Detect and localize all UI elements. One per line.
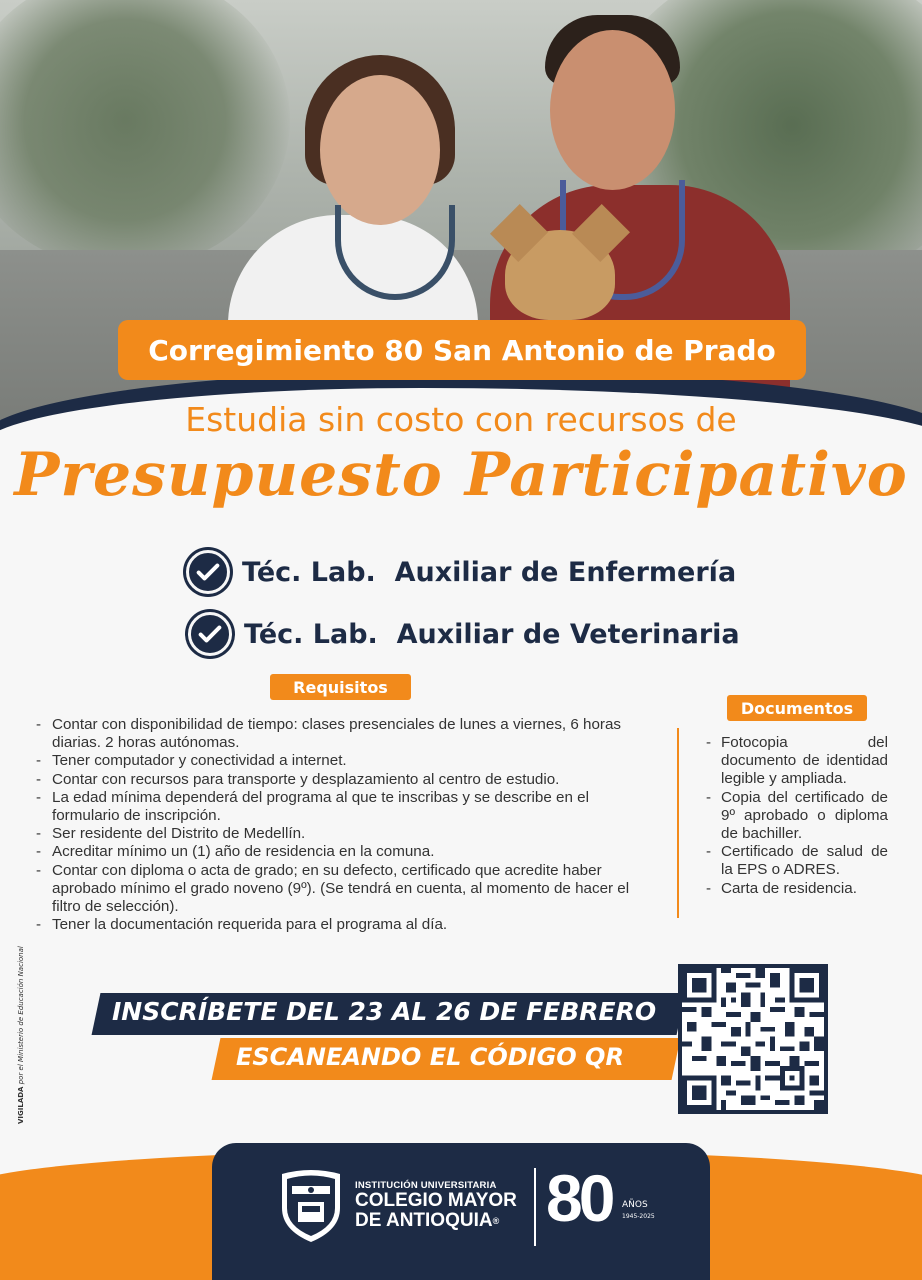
vigilada-text: por el Ministerio de Educación Nacional [17, 946, 25, 1085]
institution-name [355, 1180, 517, 1231]
program-veterinaria [188, 612, 740, 656]
list-item: - Tener la documentación requerida para el programa al día. [34, 916, 654, 934]
list-item: - La edad mínima dependerá del programa al que te inscribas y se describe en el formulario de inscripción. [34, 789, 654, 825]
list-item: - Copia del certificado de 9º aprobado o diploma de bachiller. [704, 789, 888, 844]
program-label: Téc. Lab. Auxiliar de Enfermería [242, 556, 737, 588]
vigilada-mark [6, 935, 32, 1135]
list-item: - Certificado de salud de la EPS o ADRES. [704, 843, 888, 879]
check-circle-icon [186, 550, 230, 594]
headline: Estudia sin costo con recursos de [185, 400, 737, 439]
list-item: - Contar con disponibilidad de tiempo: clases presenciales de lunes a viernes, 6 horas diarias. 2 horas autónomas. [34, 716, 654, 752]
program-label: Téc. Lab. Auxiliar de Veterinaria [244, 618, 740, 650]
man-face [550, 30, 675, 190]
list-item: - Ser residente del Distrito de Medellín. [34, 825, 654, 843]
documents-title: Documentos [727, 695, 867, 721]
institution-line1: INSTITUCIÓN UNIVERSITARIA [355, 1180, 497, 1191]
cta-dates: INSCRÍBETE DEL 23 AL 26 DE FEBRERO [112, 997, 657, 1026]
anniversary-number: 80 [546, 1161, 612, 1235]
documents-list [704, 734, 888, 898]
anniversary-years: 1945-2025 [622, 1213, 655, 1220]
list-item: - Acreditar mínimo un (1) año de residencia en la comuna. [34, 843, 654, 861]
check-circle-icon [188, 612, 232, 656]
divider [677, 728, 679, 918]
headline-script: Presupuesto Participativo [14, 440, 908, 510]
location-banner [118, 320, 806, 380]
footer-divider [534, 1168, 536, 1246]
list-item: - Tener computador y conectividad a internet. [34, 752, 654, 770]
list-item: - Carta de residencia. [704, 880, 888, 898]
registered-mark: ® [492, 1216, 500, 1226]
list-item: - Contar con recursos para transporte y desplazamiento al centro de estudio. [34, 771, 654, 789]
chihuahua-dog [505, 230, 615, 320]
requirements-title: Requisitos [270, 674, 411, 700]
institution-line3-text: DE ANTIOQUIA [355, 1210, 493, 1232]
location-text: Corregimiento 80 San Antonio de Prado [148, 333, 776, 367]
woman-face [320, 75, 440, 225]
qr-code-icon[interactable] [678, 964, 828, 1114]
list-item: - Fotocopia del documento de identidad legible y ampliada. [704, 734, 888, 789]
institution-line3 [355, 1211, 517, 1231]
institution-line2: COLEGIO MAYOR [355, 1190, 517, 1211]
list-item: - Contar con diploma o acta de grado; en su defecto, certificado que acredite haber aprobado mínimo el grado noveno (9º). (Se tendrá en cuenta, al momento de hacer el filtro de selección). [34, 862, 654, 917]
anniversary-anos: AÑOS [622, 1200, 648, 1210]
trees-left [0, 0, 290, 270]
vigilada-label: VIGILADA [17, 1086, 25, 1124]
shield-logo-icon [278, 1168, 344, 1244]
program-enfermeria [186, 550, 736, 594]
cta-scan: ESCANEANDO EL CÓDIGO QR [236, 1043, 624, 1071]
requirements-list [34, 716, 654, 934]
